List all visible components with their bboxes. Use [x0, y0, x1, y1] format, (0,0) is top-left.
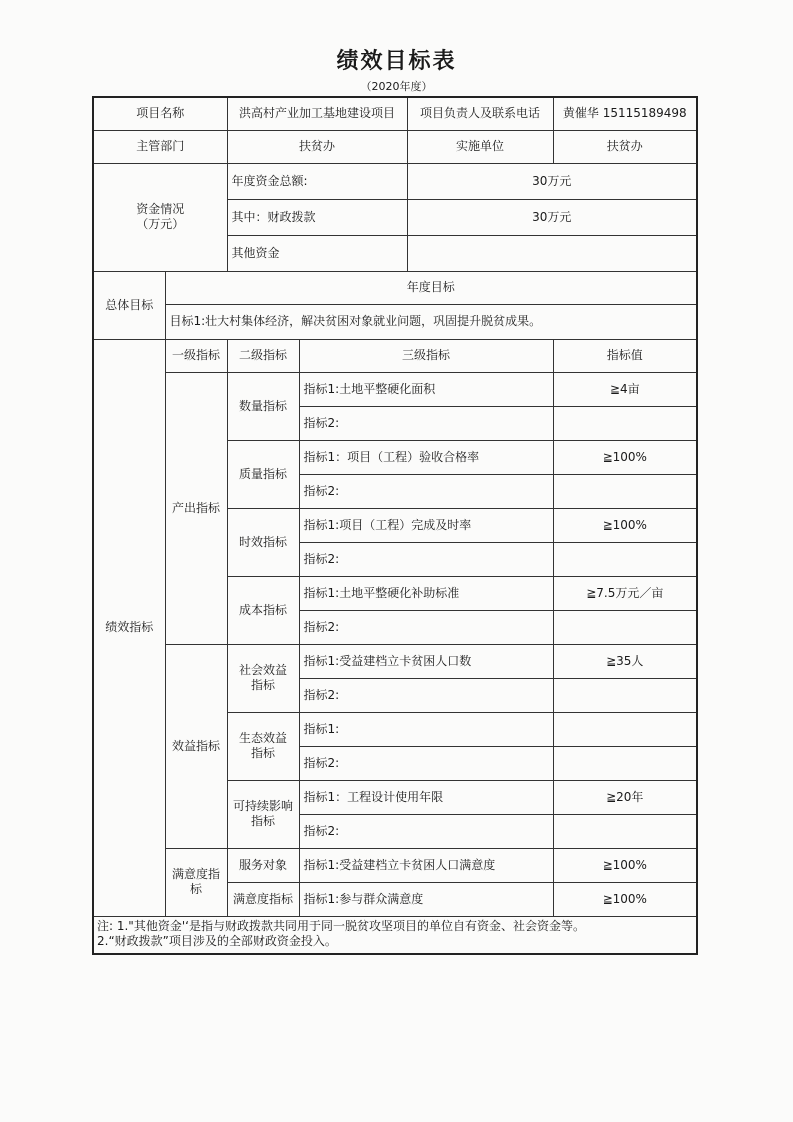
indicator-value	[553, 814, 697, 848]
indicator-value: ≧20年	[553, 780, 697, 814]
indicator-value: ≧35人	[553, 644, 697, 678]
satisfaction-label-a: 满意度指	[172, 867, 221, 881]
output-label: 产出指标	[165, 372, 227, 644]
indicator-text: 指标2:	[299, 542, 553, 576]
indicator-text: 指标1:参与群众满意度	[299, 882, 553, 916]
indicator-value	[553, 712, 697, 746]
annual-goal-text: 目标1:壮大村集体经济，解决贫困对象就业问题，巩固提升脱贫成果。	[165, 304, 697, 339]
indicator-text: 指标2:	[299, 746, 553, 780]
funds-label	[93, 163, 227, 271]
indicator-value: ≧100%	[553, 848, 697, 882]
service-target-label: 服务对象	[227, 848, 299, 882]
indicator-value	[553, 610, 697, 644]
performance-table	[92, 96, 698, 955]
year-label: （2020年度）	[360, 80, 433, 93]
indicator-text: 指标1:受益建档立卡贫困人口满意度	[299, 848, 553, 882]
eco-benefit-label-b: 指标	[251, 746, 276, 760]
dept-value: 扶贫办	[227, 130, 407, 163]
satisfaction-index-label: 满意度指标	[227, 882, 299, 916]
note-line-1: 注: 1."其他资金'‘是指与财政拨款共同用于同一脱贫攻坚项目的单位自有资金、社会资金等。	[97, 918, 585, 933]
funds-label-line2: （万元）	[136, 217, 185, 231]
funds-total-row	[93, 163, 697, 199]
dept-label: 主管部门	[93, 130, 227, 163]
eco-benefit-label	[227, 712, 299, 780]
indicator-value: ≧4亩	[553, 372, 697, 406]
satisfaction-label-b: 标	[190, 882, 203, 896]
indicator-value	[553, 746, 697, 780]
project-name-value: 洪高村产业加工基地建设项目	[227, 97, 407, 130]
cost-label: 成本指标	[227, 576, 299, 644]
col-level3: 三级指标	[299, 339, 553, 372]
sustain-label	[227, 780, 299, 848]
impl-value: 扶贫办	[553, 130, 697, 163]
overall-header-row	[93, 271, 697, 304]
funds-total-value: 30万元	[407, 163, 697, 199]
indicator-text: 指标2:	[299, 678, 553, 712]
project-name-label: 项目名称	[93, 97, 227, 130]
col-level1: 一级指标	[165, 339, 227, 372]
funds-other-value	[407, 235, 697, 271]
quality-label: 质量指标	[227, 440, 299, 508]
sustain-label-a: 可持续影响	[233, 799, 294, 813]
indicator-text: 指标2:	[299, 814, 553, 848]
indicator-value: ≧100%	[553, 440, 697, 474]
indicator-value	[553, 406, 697, 440]
overall-label: 总体目标	[93, 271, 165, 339]
sustain-label-b: 指标	[251, 814, 276, 828]
indicator-text: 指标1：项目（工程）验收合格率	[299, 440, 553, 474]
indicator-value	[553, 474, 697, 508]
owner-value: 黄催华 15115189498	[553, 97, 697, 130]
indicator-text: 指标2:	[299, 406, 553, 440]
table-row	[93, 644, 697, 678]
indicator-text: 指标2:	[299, 474, 553, 508]
perf-header-row	[93, 339, 697, 372]
social-benefit-label	[227, 644, 299, 712]
dept-row	[93, 130, 697, 163]
note-line-2: 2.“财政拨款”项目涉及的全部财政资金投入。	[97, 933, 337, 948]
indicator-text: 指标1：工程设计使用年限	[299, 780, 553, 814]
indicator-value: ≧7.5万元／亩	[553, 576, 697, 610]
benefit-label: 效益指标	[165, 644, 227, 848]
indicator-text: 指标2:	[299, 610, 553, 644]
owner-label: 项目负责人及联系电话	[407, 97, 553, 130]
satisfaction-label	[165, 848, 227, 916]
indicator-value: ≧100%	[553, 882, 697, 916]
project-row	[93, 97, 697, 130]
table-row	[93, 372, 697, 406]
overall-goal-row	[93, 304, 697, 339]
indicator-text: 指标1:土地平整硬化补助标准	[299, 576, 553, 610]
indicator-text: 指标1:项目（工程）完成及时率	[299, 508, 553, 542]
notes-cell	[93, 916, 697, 954]
funds-fiscal-label: 其中：财政拨款	[227, 199, 407, 235]
col-value: 指标值	[553, 339, 697, 372]
indicator-value	[553, 678, 697, 712]
quantity-label: 数量指标	[227, 372, 299, 440]
social-benefit-label-b: 指标	[251, 678, 276, 692]
annual-goal-header: 年度目标	[165, 271, 697, 304]
eco-benefit-label-a: 生态效益	[239, 731, 288, 745]
funds-fiscal-value: 30万元	[407, 199, 697, 235]
impl-label: 实施单位	[407, 130, 553, 163]
perf-label: 绩效指标	[93, 339, 165, 916]
timeliness-label: 时效指标	[227, 508, 299, 576]
funds-total-label: 年度资金总额:	[227, 163, 407, 199]
funds-other-label: 其他资金	[227, 235, 407, 271]
page-title: 绩效目标表	[336, 49, 457, 74]
social-benefit-label-a: 社会效益	[239, 663, 288, 677]
indicator-value: ≧100%	[553, 508, 697, 542]
indicator-text: 指标1:受益建档立卡贫困人口数	[299, 644, 553, 678]
indicator-text: 指标1:	[299, 712, 553, 746]
indicator-text: 指标1:土地平整硬化面积	[299, 372, 553, 406]
table-row	[93, 848, 697, 882]
funds-label-line1: 资金情况	[136, 202, 185, 216]
col-level2: 二级指标	[227, 339, 299, 372]
indicator-value	[553, 542, 697, 576]
notes-row	[93, 916, 697, 954]
